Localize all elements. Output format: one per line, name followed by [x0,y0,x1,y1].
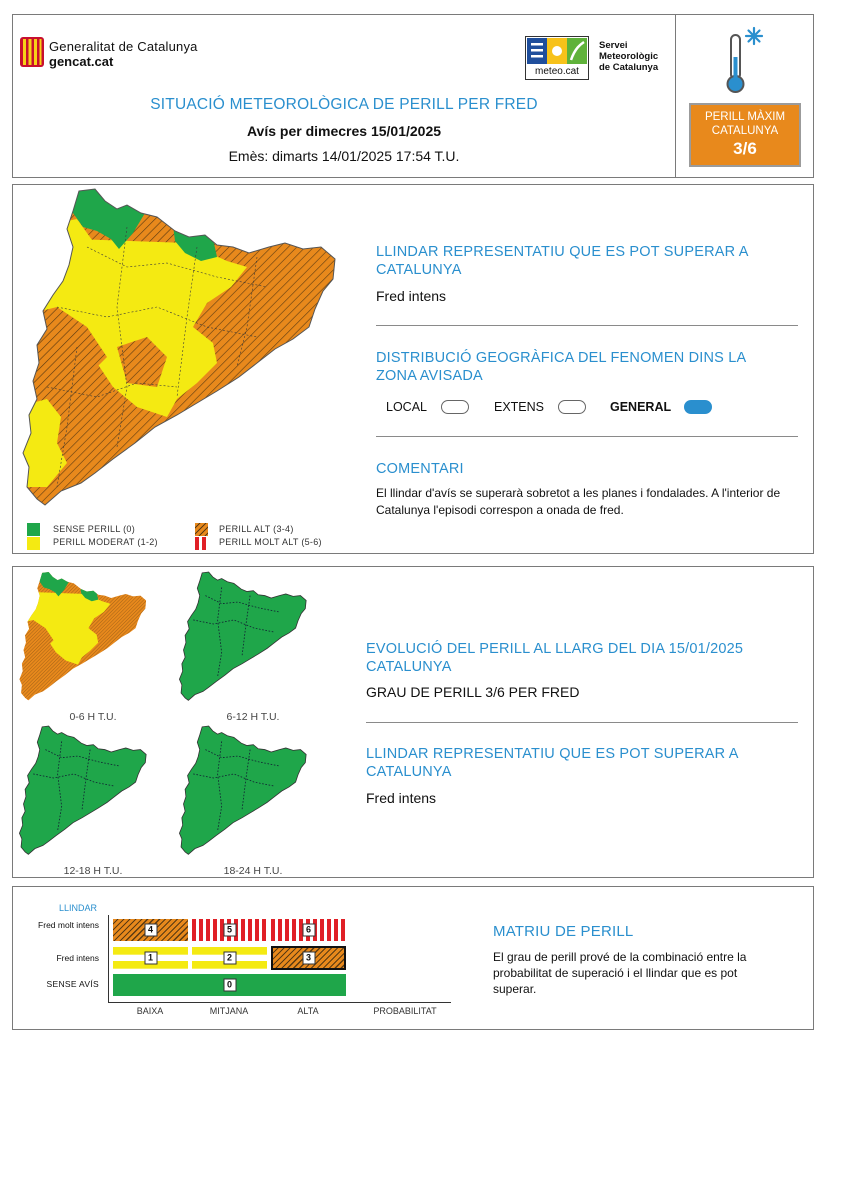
thermometer-snow-icon [721,25,765,95]
legend-swatch-high [195,523,208,536]
matrix-x-label: BAIXA [136,1006,164,1016]
matrix-y-axis [108,915,109,1003]
matrix-row-label: Fred molt intens [38,920,99,930]
distribution-title: DISTRIBUCIÓ GEOGRÀFICA DEL FENOMEN DINS LA ZONA AVISADA [376,350,746,384]
toggle-local [441,400,469,414]
evolution-title: EVOLUCIÓ DEL PERILL AL LLARG DEL DIA 15/01/2025 CATALUNYA [366,641,744,675]
legend-label-moderate: PERILL MODERAT (1-2) [53,537,158,547]
map-0-6 [17,569,151,705]
max-danger-label-2: CATALUNYA [711,125,779,137]
section-situation [12,184,814,554]
map-6-12 [177,569,311,705]
service-name-1: Servei [599,40,628,51]
matrix-text: El grau de perill prové de la combinació entre la probabilitat de superació i el llindar que es pot superar. [493,950,747,996]
warning-date: Avís per dimecres 15/01/2025 [246,123,442,139]
matrix-cell-value: 4 [144,924,157,937]
meteocat-logo [525,36,589,80]
max-danger-label-1: PERILL MÀXIM [704,111,786,123]
catalonia-danger-map [17,187,347,511]
matrix-cell-value: 6 [302,924,315,937]
divider [366,722,798,723]
issued-date: Emès: dimarts 14/01/2025 17:54 T.U. [228,148,460,164]
matrix-cell-value: 5 [223,924,236,937]
header-box [12,14,814,178]
matrix-cell [113,974,346,996]
threshold-value-2: Fred intens [366,790,437,806]
matrix-cell-value: 1 [144,952,157,965]
matrix-x-title: PROBABILITAT [373,1006,437,1016]
map-label: 0-6 H T.U. [69,711,117,723]
legend-swatch-moderate [27,537,40,550]
meteo-logo-text: meteo.cat [535,66,579,77]
matrix-row-label: Fred intens [56,953,99,963]
matrix-x-label: MITJANA [209,1006,249,1016]
gov-name: Generalitat de Catalunya [49,39,198,54]
generalitat-logo-icon [20,37,44,67]
matrix-cell [192,919,267,941]
matrix-cell-value: 2 [223,952,236,965]
section-evolution [12,566,814,878]
comment-text: El llindar d'avís se superarà sobretot a les planes i fondalades. A l'interior de Catalunya l'episodi correspon a onada de fred. [376,486,781,517]
matrix-x-axis [108,1002,451,1003]
matrix-cell [271,919,346,941]
matrix-row-label: SENSE AVÍS [46,979,99,989]
map-12-18 [17,723,151,859]
toggle-extens [558,400,586,414]
matrix-cell-highlighted [271,946,346,970]
threshold-value: Fred intens [376,288,447,304]
matrix-y-title: LLINDAR [59,903,98,913]
legend-label-very-high: PERILL MOLT ALT (5-6) [219,537,322,547]
matrix-cell [113,947,188,969]
service-name-3: de Catalunya [599,62,659,73]
legend-label-none: SENSE PERILL (0) [53,524,135,534]
max-danger-value: 3/6 [733,139,757,158]
map-label: 12-18 H T.U. [63,865,123,877]
divider [376,436,798,437]
matrix-cell [113,919,188,941]
legend-swatch-none [27,523,40,536]
divider [376,325,798,326]
max-danger-badge [689,103,801,167]
matrix-cell-value: 0 [223,979,236,992]
map-label: 6-12 H T.U. [226,711,280,723]
header-divider [675,15,676,177]
meteo-weather-icon [527,38,587,64]
threshold-title: LLINDAR REPRESENTATIU QUE ES POT SUPERAR A CATALUNYA [376,244,748,278]
gov-site: gencat.cat [49,54,114,69]
map-label: 18-24 H T.U. [223,865,283,877]
toggle-general [684,400,712,414]
matrix-title: MATRIU DE PERILL [493,923,634,940]
matrix-cell-value: 3 [302,952,315,965]
page-title: SITUACIÓ METEOROLÒGICA DE PERILL PER FRED [150,96,538,113]
evolution-value: GRAU DE PERILL 3/6 PER FRED [366,684,580,700]
distribution-option-general: GENERAL [610,400,672,414]
distribution-option-local: LOCAL [386,400,427,414]
service-name-2: Meteorològic [599,51,659,62]
section-matrix [12,886,814,1030]
matrix-x-label: ALTA [297,1006,319,1016]
legend-label-high: PERILL ALT (3-4) [219,524,294,534]
threshold-title-2: LLINDAR REPRESENTATIU QUE ES POT SUPERAR A CATALUNYA [366,746,738,780]
comment-title: COMENTARI [376,461,464,477]
matrix-cell [192,947,267,969]
distribution-option-extens: EXTENS [494,400,545,414]
map-18-24 [177,723,311,859]
legend-swatch-very-high [195,537,208,550]
